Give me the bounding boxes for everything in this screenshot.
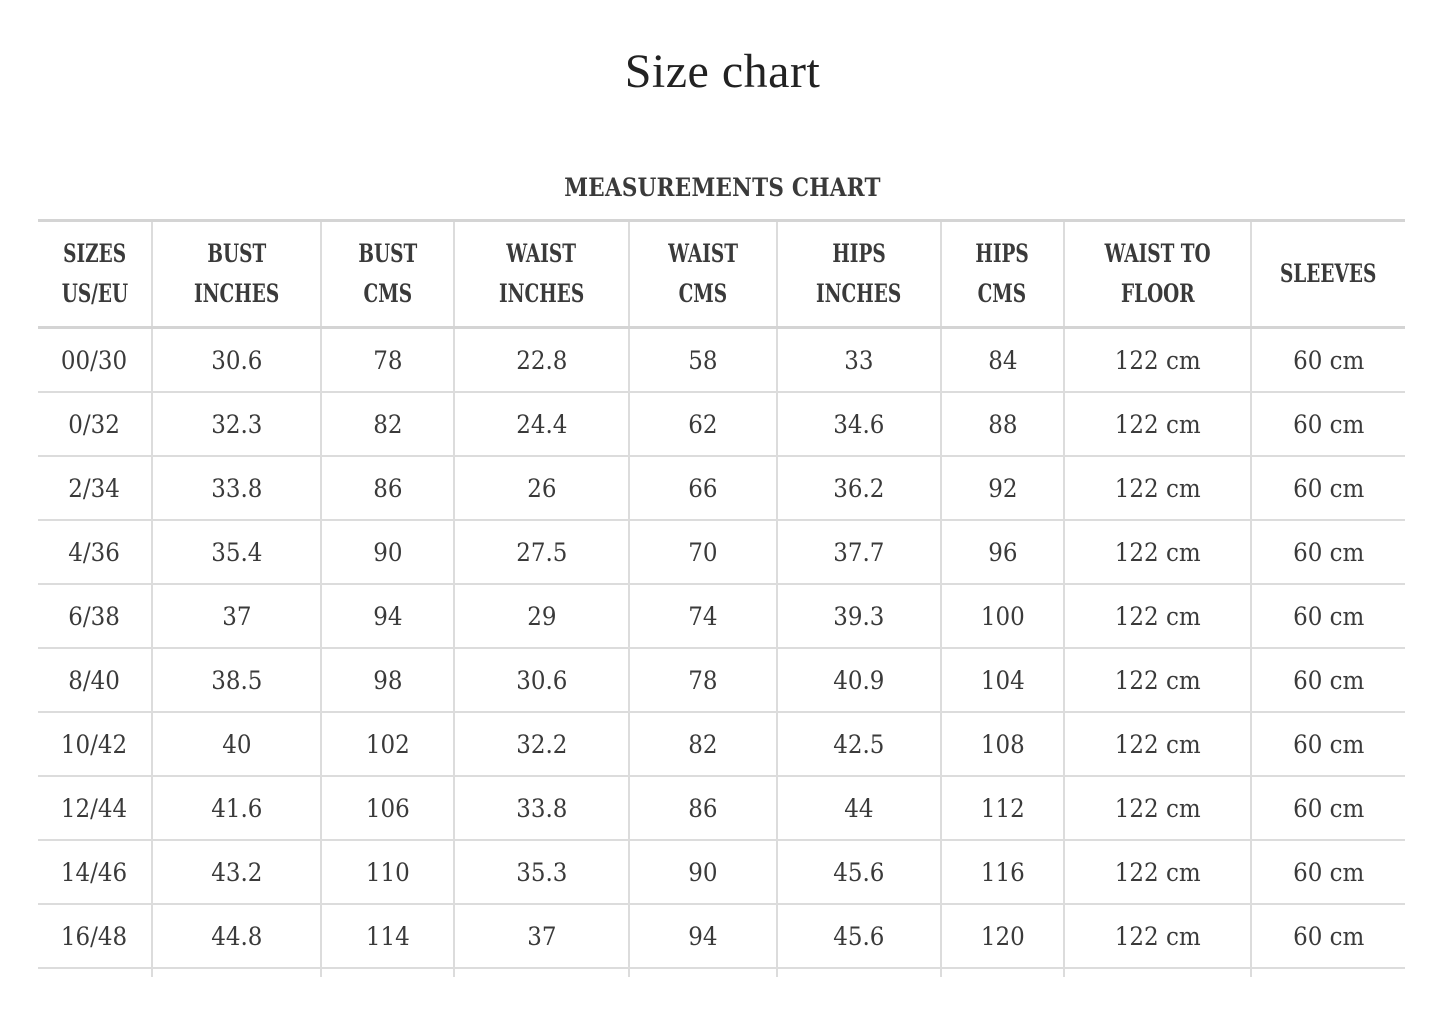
cell-hips-inches — [777, 584, 941, 648]
cell-waist-cms — [629, 392, 777, 456]
cell-value: 6/38 — [68, 601, 121, 631]
cell-value: 41.6 — [210, 793, 263, 823]
cell-value: 106 — [365, 793, 410, 823]
cell-hips-inches — [777, 456, 941, 520]
cell-sleeves — [1251, 648, 1405, 712]
cell-value: 90 — [688, 857, 718, 887]
cell-value: 30.6 — [210, 345, 263, 375]
cell-value: 0/32 — [68, 409, 121, 439]
cell-value: 62 — [688, 409, 718, 439]
cell-waist-cms — [629, 584, 777, 648]
cell-waist-inches — [454, 520, 629, 584]
cell-value: 29 — [526, 601, 557, 631]
cell-value: 37 — [526, 921, 557, 951]
header-sizes-line1: SIZES — [63, 239, 126, 268]
cell-value: 60 cm — [1292, 729, 1365, 759]
cell-value: 70 — [688, 537, 718, 567]
cell-value: 58 — [688, 345, 718, 375]
cell-waist-to-floor — [1064, 840, 1251, 904]
cell-value: 88 — [987, 409, 1018, 439]
cell-bust-cms — [321, 840, 454, 904]
cell-hips-inches — [777, 776, 941, 840]
cell-waist-to-floor — [1064, 648, 1251, 712]
cell-bust-cms — [321, 712, 454, 776]
cell-value: 32.3 — [210, 409, 263, 439]
header-bust-cms-line2: CMS — [363, 279, 412, 308]
cell-waist-inches — [454, 648, 629, 712]
table-bottom-spacer — [38, 968, 1405, 977]
cell-value: 60 cm — [1292, 921, 1365, 951]
cell-value: 66 — [688, 473, 718, 503]
cell-value: 40.9 — [833, 665, 885, 695]
cell-waist-inches — [454, 904, 629, 968]
cell-waist-inches — [454, 392, 629, 456]
table-row — [38, 776, 1405, 840]
cell-value: 60 cm — [1292, 345, 1365, 375]
cell-size — [38, 904, 152, 968]
cell-value: 10/42 — [61, 729, 128, 759]
cell-waist-to-floor — [1064, 456, 1251, 520]
cell-value: 8/40 — [68, 665, 121, 695]
cell-sleeves — [1251, 456, 1405, 520]
spacer-cell — [1251, 968, 1405, 977]
cell-value: 100 — [980, 601, 1025, 631]
cell-value: 82 — [372, 409, 403, 439]
cell-sleeves — [1251, 776, 1405, 840]
cell-hips-cms — [941, 840, 1064, 904]
cell-value: 122 cm — [1114, 409, 1201, 439]
cell-value: 45.6 — [833, 857, 885, 887]
cell-value: 86 — [372, 473, 403, 503]
cell-hips-cms — [941, 392, 1064, 456]
cell-bust-inches — [152, 456, 321, 520]
cell-value: 00/30 — [61, 345, 128, 375]
cell-hips-cms — [941, 776, 1064, 840]
cell-waist-cms — [629, 904, 777, 968]
cell-bust-cms — [321, 584, 454, 648]
cell-value: 122 cm — [1114, 601, 1201, 631]
cell-bust-cms — [321, 392, 454, 456]
cell-bust-cms — [321, 904, 454, 968]
cell-value: 122 cm — [1114, 921, 1201, 951]
cell-waist-cms — [629, 520, 777, 584]
cell-waist-cms — [629, 456, 777, 520]
cell-value: 90 — [372, 537, 403, 567]
cell-value: 98 — [372, 665, 403, 695]
cell-bust-cms — [321, 776, 454, 840]
cell-value: 78 — [688, 665, 718, 695]
header-hips-inches-line1: HIPS — [832, 239, 886, 268]
cell-value: 27.5 — [515, 537, 568, 567]
cell-size — [38, 328, 152, 393]
header-waist-to-floor — [1064, 221, 1251, 328]
cell-waist-inches — [454, 328, 629, 393]
table-header-row — [38, 221, 1405, 328]
cell-sleeves — [1251, 584, 1405, 648]
cell-waist-inches — [454, 840, 629, 904]
cell-bust-cms — [321, 520, 454, 584]
cell-value: 34.6 — [833, 409, 885, 439]
cell-bust-inches — [152, 392, 321, 456]
cell-value: 44.8 — [210, 921, 263, 951]
spacer-cell — [454, 968, 629, 977]
page-title: Size chart — [624, 45, 821, 98]
cell-hips-cms — [941, 648, 1064, 712]
cell-value: 36.2 — [833, 473, 885, 503]
cell-waist-cms — [629, 712, 777, 776]
cell-value: 39.3 — [833, 601, 885, 631]
cell-bust-inches — [152, 840, 321, 904]
cell-value: 116 — [980, 857, 1025, 887]
cell-value: 114 — [365, 921, 410, 951]
cell-value: 38.5 — [210, 665, 263, 695]
header-sleeves — [1251, 221, 1405, 328]
cell-hips-cms — [941, 456, 1064, 520]
cell-size — [38, 648, 152, 712]
header-hips-cms — [941, 221, 1064, 328]
cell-value: 35.3 — [515, 857, 568, 887]
cell-value: 92 — [987, 473, 1018, 503]
spacer-cell — [941, 968, 1064, 977]
cell-value: 40 — [221, 729, 252, 759]
cell-value: 112 — [980, 793, 1025, 823]
header-waist-inches-line2: INCHES — [498, 279, 585, 308]
cell-sleeves — [1251, 712, 1405, 776]
cell-bust-cms — [321, 456, 454, 520]
table-row — [38, 328, 1405, 393]
cell-value: 60 cm — [1292, 665, 1365, 695]
cell-value: 110 — [365, 857, 410, 887]
cell-value: 22.8 — [515, 345, 568, 375]
cell-sleeves — [1251, 904, 1405, 968]
cell-value: 122 cm — [1114, 729, 1201, 759]
header-hips-inches — [777, 221, 941, 328]
cell-value: 43.2 — [210, 857, 263, 887]
cell-value: 94 — [372, 601, 403, 631]
cell-bust-inches — [152, 584, 321, 648]
cell-value: 102 — [365, 729, 410, 759]
cell-waist-to-floor — [1064, 328, 1251, 393]
header-waist-cms — [629, 221, 777, 328]
cell-size — [38, 392, 152, 456]
header-hips-inches-line2: INCHES — [816, 279, 902, 308]
cell-size — [38, 776, 152, 840]
cell-value: 96 — [987, 537, 1018, 567]
header-hips-cms-line2: CMS — [978, 279, 1027, 308]
table-row — [38, 712, 1405, 776]
cell-value: 16/48 — [61, 921, 128, 951]
cell-value: 60 cm — [1292, 473, 1365, 503]
cell-sleeves — [1251, 392, 1405, 456]
cell-value: 14/46 — [61, 857, 128, 887]
cell-value: 32.2 — [515, 729, 568, 759]
header-waist-cms-line2: CMS — [678, 279, 728, 308]
cell-value: 26 — [526, 473, 557, 503]
cell-value: 84 — [987, 345, 1018, 375]
size-table — [38, 219, 1405, 977]
cell-waist-to-floor — [1064, 392, 1251, 456]
cell-sleeves — [1251, 328, 1405, 393]
cell-bust-cms — [321, 648, 454, 712]
cell-value: 122 cm — [1114, 857, 1201, 887]
cell-bust-inches — [152, 520, 321, 584]
cell-waist-cms — [629, 776, 777, 840]
cell-value: 60 cm — [1292, 537, 1365, 567]
cell-waist-to-floor — [1064, 776, 1251, 840]
cell-size — [38, 584, 152, 648]
cell-waist-to-floor — [1064, 584, 1251, 648]
table-row — [38, 840, 1405, 904]
cell-value: 24.4 — [515, 409, 568, 439]
cell-value: 45.6 — [833, 921, 885, 951]
table-row — [38, 392, 1405, 456]
cell-value: 37.7 — [833, 537, 885, 567]
header-waist-cms-line1: WAIST — [668, 239, 738, 268]
cell-value: 60 cm — [1292, 857, 1365, 887]
cell-value: 82 — [688, 729, 718, 759]
cell-value: 33.8 — [210, 473, 263, 503]
cell-value: 60 cm — [1292, 793, 1365, 823]
cell-hips-inches — [777, 904, 941, 968]
cell-value: 108 — [980, 729, 1025, 759]
cell-value: 86 — [688, 793, 718, 823]
cell-value: 94 — [688, 921, 718, 951]
cell-waist-cms — [629, 328, 777, 393]
cell-value: 122 cm — [1114, 345, 1201, 375]
spacer-cell — [629, 968, 777, 977]
cell-value: 122 cm — [1114, 537, 1201, 567]
cell-value: 122 cm — [1114, 665, 1201, 695]
cell-value: 12/44 — [61, 793, 128, 823]
cell-waist-inches — [454, 456, 629, 520]
header-waist-inches — [454, 221, 629, 328]
table-row — [38, 584, 1405, 648]
cell-waist-to-floor — [1064, 712, 1251, 776]
cell-sleeves — [1251, 840, 1405, 904]
cell-hips-cms — [941, 328, 1064, 393]
cell-hips-cms — [941, 712, 1064, 776]
cell-bust-inches — [152, 712, 321, 776]
cell-bust-inches — [152, 904, 321, 968]
cell-hips-inches — [777, 328, 941, 393]
cell-value: 44 — [844, 793, 874, 823]
cell-bust-cms — [321, 328, 454, 393]
header-bust-inches-line2: INCHES — [193, 279, 280, 308]
cell-waist-inches — [454, 712, 629, 776]
cell-size — [38, 712, 152, 776]
cell-hips-inches — [777, 520, 941, 584]
cell-value: 122 cm — [1114, 473, 1201, 503]
cell-waist-to-floor — [1064, 520, 1251, 584]
header-sizes-line2: US/EU — [61, 279, 128, 308]
header-bust-cms-line1: BUST — [358, 239, 417, 268]
cell-size — [38, 840, 152, 904]
cell-hips-cms — [941, 520, 1064, 584]
spacer-cell — [38, 968, 152, 977]
header-hips-cms-line1: HIPS — [975, 239, 1030, 268]
cell-waist-inches — [454, 776, 629, 840]
measurements-chart-heading: MEASUREMENTS CHART — [564, 173, 881, 202]
cell-bust-inches — [152, 328, 321, 393]
cell-value: 37 — [221, 601, 252, 631]
cell-value: 42.5 — [833, 729, 885, 759]
cell-value: 104 — [980, 665, 1025, 695]
table-row — [38, 456, 1405, 520]
cell-value: 30.6 — [515, 665, 568, 695]
cell-value: 60 cm — [1292, 409, 1365, 439]
cell-hips-inches — [777, 712, 941, 776]
cell-value: 120 — [980, 921, 1025, 951]
cell-value: 33 — [844, 345, 874, 375]
cell-hips-cms — [941, 584, 1064, 648]
cell-waist-inches — [454, 584, 629, 648]
cell-value: 122 cm — [1114, 793, 1201, 823]
spacer-cell — [152, 968, 321, 977]
table-row — [38, 648, 1405, 712]
cell-bust-inches — [152, 648, 321, 712]
cell-value: 2/34 — [68, 473, 121, 503]
table-row — [38, 904, 1405, 968]
header-sleeves-line1: SLEEVES — [1280, 259, 1377, 288]
cell-bust-inches — [152, 776, 321, 840]
header-waist-to-floor-line2: FLOOR — [1120, 279, 1195, 308]
cell-hips-inches — [777, 840, 941, 904]
cell-value: 74 — [688, 601, 718, 631]
cell-hips-cms — [941, 904, 1064, 968]
header-bust-cms — [321, 221, 454, 328]
cell-size — [38, 520, 152, 584]
cell-waist-to-floor — [1064, 904, 1251, 968]
table-row — [38, 520, 1405, 584]
cell-value: 35.4 — [210, 537, 263, 567]
cell-value: 60 cm — [1292, 601, 1365, 631]
cell-hips-inches — [777, 392, 941, 456]
spacer-cell — [321, 968, 454, 977]
cell-value: 4/36 — [68, 537, 121, 567]
spacer-cell — [1064, 968, 1251, 977]
table-body — [38, 328, 1405, 978]
cell-waist-cms — [629, 840, 777, 904]
cell-size — [38, 456, 152, 520]
header-bust-inches-line1: BUST — [207, 239, 266, 268]
header-waist-inches-line1: WAIST — [506, 239, 577, 268]
cell-waist-cms — [629, 648, 777, 712]
header-bust-inches — [152, 221, 321, 328]
header-sizes — [38, 221, 152, 328]
cell-value: 78 — [372, 345, 403, 375]
cell-hips-inches — [777, 648, 941, 712]
cell-value: 33.8 — [515, 793, 568, 823]
spacer-cell — [777, 968, 941, 977]
header-waist-to-floor-line1: WAIST TO — [1104, 239, 1211, 268]
cell-sleeves — [1251, 520, 1405, 584]
